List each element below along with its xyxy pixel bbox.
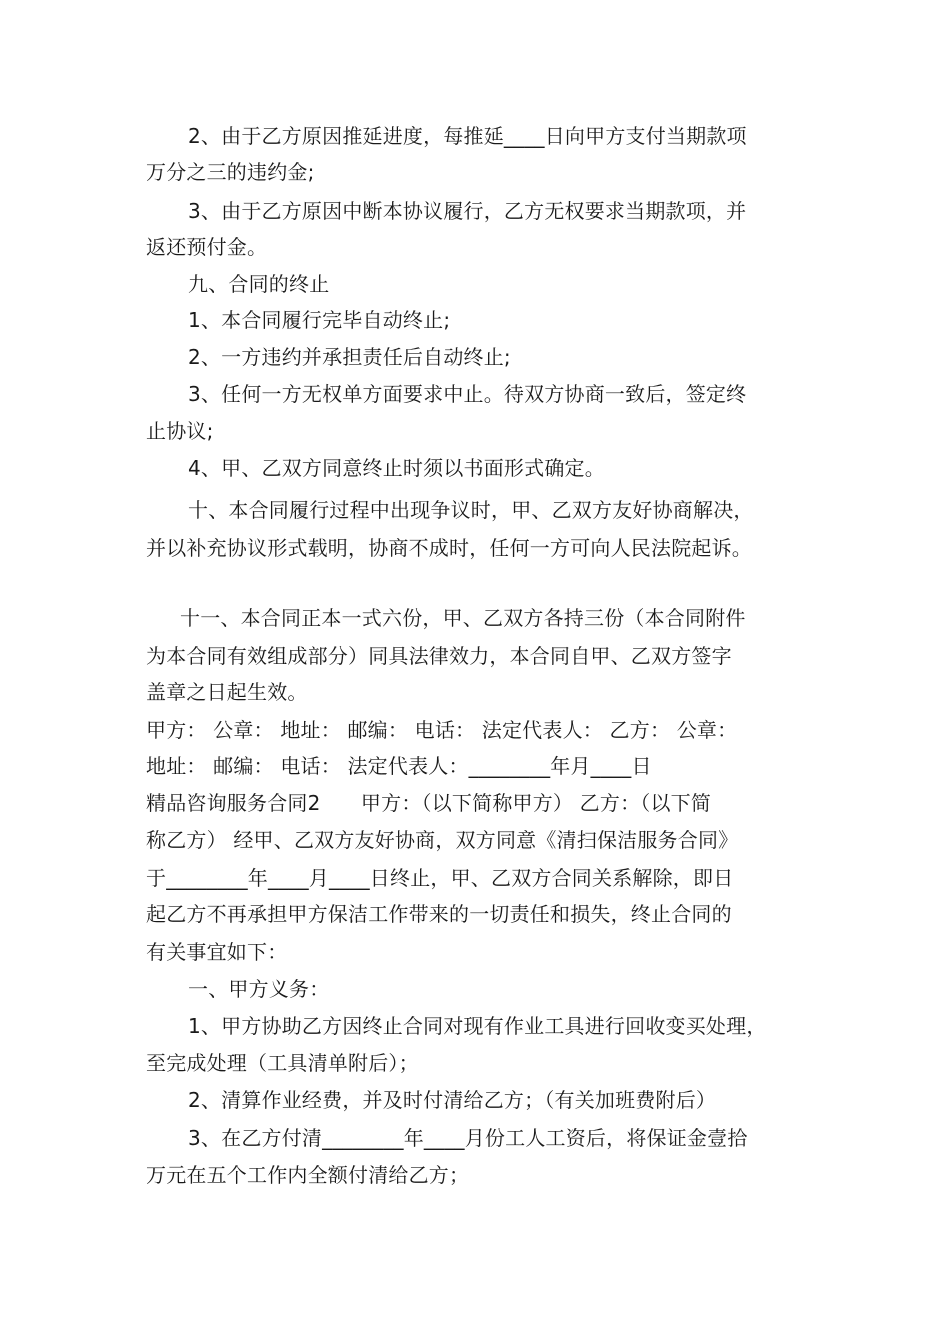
signature-fields-line: 地址： 邮编： 电话： 法定代表人：________年月____日 xyxy=(146,754,652,778)
text-line: 3、由于乙方原因中断本协议履行，乙方无权要求当期款项，并 xyxy=(188,199,747,223)
text-line: 1、本合同履行完毕自动终止; xyxy=(188,308,451,332)
text-line: 返还预付金。 xyxy=(146,235,268,259)
text-line: 并以补充协议形式载明，协商不成时，任何一方可向人民法院起诉。 xyxy=(146,536,752,560)
contract-title-line: 精品咨询服务合同2 甲方：（以下简称甲方） 乙方：（以下简 xyxy=(146,791,712,815)
text-line: 3、任何一方无权单方面要求中止。待双方协商一致后，签定终 xyxy=(188,382,747,406)
text-line: 3、在乙方付清________年____月份工人工资后，将保证金壹拾 xyxy=(188,1126,748,1150)
text-line: 4、甲、乙双方同意终止时须以书面形式确定。 xyxy=(188,456,605,480)
text-line: 1、甲方协助乙方因终止合同对现有作业工具进行回收变买处理， xyxy=(188,1014,767,1038)
text-line: 2、一方违约并承担责任后自动终止; xyxy=(188,345,511,369)
text-line: 于________年____月____日终止，甲、乙双方合同关系解除，即日 xyxy=(146,866,734,890)
text-line: 称乙方） 经甲、乙双方友好协商，双方同意《清扫保洁服务合同》 xyxy=(146,828,739,852)
signature-fields-line: 甲方： 公章： 地址： 邮编： 电话： 法定代表人： 乙方： 公章： xyxy=(146,718,738,742)
section-heading: 一、甲方义务： xyxy=(188,977,330,1001)
text-line: 盖章之日起生效。 xyxy=(146,680,308,704)
text-line: 为本合同有效组成部分）同具法律效力，本合同自甲、乙双方签字 xyxy=(146,644,732,668)
text-line: 2、清算作业经费，并及时付清给乙方；（有关加班费附后） xyxy=(188,1088,717,1112)
text-line: 起乙方不再承担甲方保洁工作带来的一切责任和损失，终止合同的 xyxy=(146,902,732,926)
text-line: 十一、本合同正本一式六份，甲、乙双方各持三份（本合同附件 xyxy=(180,606,746,630)
text-line: 至完成处理（工具清单附后）； xyxy=(146,1051,419,1075)
text-line: 2、由于乙方原因推延进度，每推延____日向甲方支付当期款项 xyxy=(188,124,747,148)
text-line: 止协议; xyxy=(146,419,214,443)
text-line: 十、本合同履行过程中出现争议时，甲、乙双方友好协商解决， xyxy=(188,498,754,522)
text-line: 有关事宜如下： xyxy=(146,940,288,964)
text-line: 万分之三的违约金; xyxy=(146,160,315,184)
section-heading: 九、合同的终止 xyxy=(188,272,330,296)
text-line: 万元在五个工作内全额付清给乙方； xyxy=(146,1163,470,1187)
